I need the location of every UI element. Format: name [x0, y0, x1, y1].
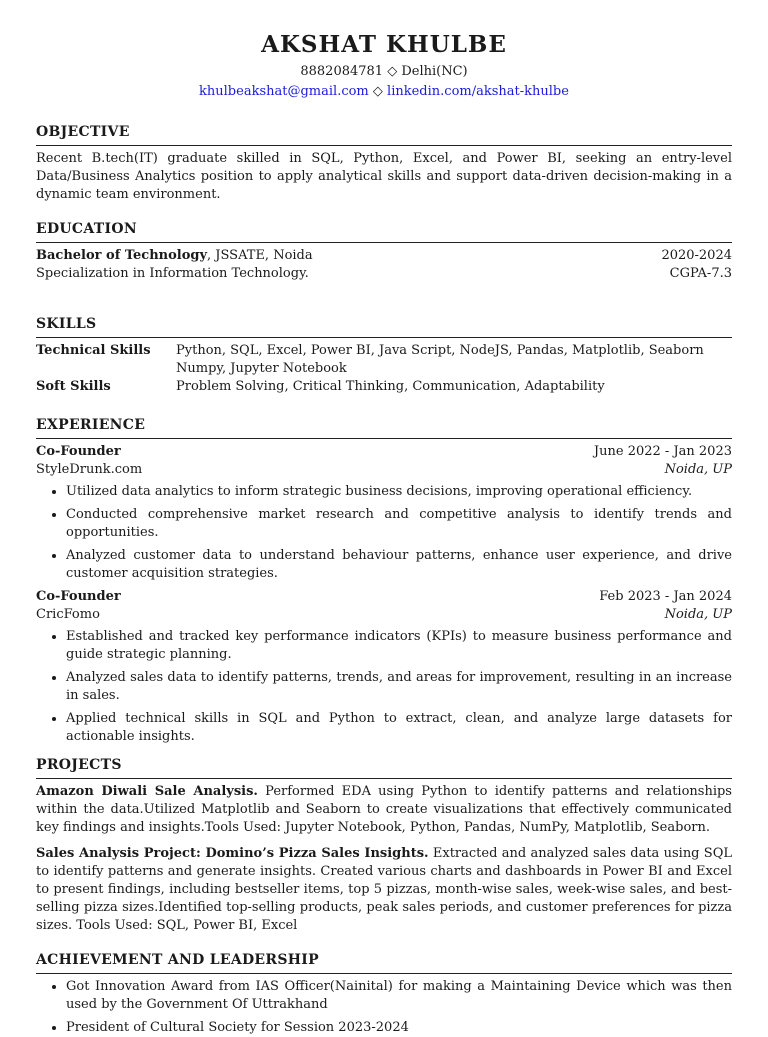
separator-icon: ◇: [387, 64, 398, 79]
project-entry: [36, 783, 732, 837]
job-bullets: [36, 628, 732, 746]
achievement-list: [36, 978, 732, 1037]
job-header: [36, 443, 732, 461]
job-header: [36, 588, 732, 606]
section-title: EXPERIENCE: [36, 416, 732, 439]
project-entry: [36, 845, 732, 935]
list-item: • Analyzed sales data to identify patterns, trends, and areas for improvement, resulting in an increase in sales.: [66, 669, 732, 705]
candidate-name: AKSHAT KHULBE: [261, 31, 507, 58]
section-title: EDUCATION: [36, 220, 732, 243]
education-row: [36, 247, 732, 265]
job-dates: Feb 2023 - Jan 2024: [599, 589, 732, 604]
project-desc: Performed EDA using Python to identify patterns and relationships within the data.Utilized Matplotlib and Seaborn to create visualizations that effectively communicated key findings and insights.Tools Used: Jupyter Notebook, Python, Pandas, NumPy, Matplotlib, Seaborn.: [36, 784, 732, 835]
linkedin-link[interactable]: linkedin.com/akshat-khulbe: [387, 84, 569, 99]
list-item: • Analyzed customer data to understand behaviour patterns, enhance user experience, and drive customer acquisition strategies.: [66, 547, 732, 583]
job-company: StyleDrunk.com: [36, 462, 143, 477]
location: Delhi(NC): [401, 64, 468, 79]
section-title: PROJECTS: [36, 756, 732, 779]
job-subheader: [36, 461, 732, 479]
list-item: • Got Innovation Award from IAS Officer(Nainital) for making a Maintaining Device which was then used by the Government Of Uttrakhand: [66, 978, 732, 1014]
degree: Bachelor of Technology: [36, 248, 208, 263]
objective-section: [36, 123, 732, 204]
project-desc: Extracted and analyzed sales data using SQL to identify patterns and generate insights. Created various charts and dashboards in Power BI and Excel to present findings, including bestseller items, top 5 pizzas, month-wise sales, week-wise sales, and best-selling pizza sizes.Identified top-selling products, peak sales periods, and customer preferences for pizza sizes. Tools Used: SQL, Power BI, Excel: [36, 846, 733, 933]
school: , JSSATE, Noida: [207, 248, 313, 263]
achievements-section: [36, 951, 732, 1037]
skill-row: [36, 378, 732, 396]
project-name: Sales Analysis Project: Domino’s Pizza Sales Insights.: [36, 846, 429, 861]
experience-section: [36, 416, 732, 746]
education-row: [36, 265, 732, 283]
education-section: [36, 220, 732, 283]
section-title: ACHIEVEMENT AND LEADERSHIP: [36, 951, 732, 974]
resume-page: [36, 0, 732, 1037]
project-name: Amazon Diwali Sale Analysis.: [36, 784, 258, 799]
cgpa: CGPA-7.3: [669, 266, 732, 281]
skill-label: Soft Skills: [36, 379, 111, 394]
education-years: 2020-2024: [661, 248, 732, 263]
list-item: • President of Cultural Society for Session 2023-2024: [66, 1019, 732, 1037]
email-link[interactable]: khulbeakshat@gmail.com: [199, 84, 369, 99]
job-bullets: [36, 483, 732, 583]
list-item: • Applied technical skills in SQL and Python to extract, clean, and analyze large datasets for actionable insights.: [66, 710, 732, 746]
section-title: SKILLS: [36, 315, 732, 338]
separator-icon: ◇: [372, 84, 383, 99]
specialization: Specialization in Information Technology.: [36, 266, 309, 281]
objective-text: Recent B.tech(IT) graduate skilled in SQL, Python, Excel, and Power BI, seeking an entry-level Data/Business Analytics position to apply analytical skills and support data-driven decision-making in a dynamic team environment.: [36, 151, 732, 202]
job-location: Noida, UP: [664, 607, 732, 622]
list-item: • Established and tracked key performance indicators (KPIs) to measure business performance and guide strategic planning.: [66, 628, 732, 664]
section-title: OBJECTIVE: [36, 123, 732, 146]
job-entry: [36, 588, 732, 746]
projects-section: [36, 756, 732, 935]
job-entry: [36, 443, 732, 583]
skill-value: Problem Solving, Critical Thinking, Communication, Adaptability: [176, 379, 605, 394]
job-subheader: [36, 606, 732, 624]
skill-value: Python, SQL, Excel, Power BI, Java Script, NodeJS, Pandas, Matplotlib, Seaborn Numpy, Jupyter Notebook: [176, 343, 704, 376]
skill-label: Technical Skills: [36, 343, 151, 358]
phone: 8882084781: [300, 64, 384, 79]
skill-row: [36, 342, 732, 378]
job-role: Co-Founder: [36, 589, 121, 604]
job-location: Noida, UP: [664, 462, 732, 477]
contact-line: [36, 63, 732, 81]
links-line: [36, 83, 732, 101]
skills-table: [36, 342, 732, 396]
skills-section: [36, 315, 732, 396]
job-dates: June 2022 - Jan 2023: [593, 444, 732, 459]
list-item: • Utilized data analytics to inform strategic business decisions, improving operational efficiency.: [66, 483, 732, 501]
list-item: • Conducted comprehensive market research and competitive analysis to identify trends and opportunities.: [66, 506, 732, 542]
job-company: CricFomo: [36, 607, 100, 622]
job-role: Co-Founder: [36, 444, 121, 459]
